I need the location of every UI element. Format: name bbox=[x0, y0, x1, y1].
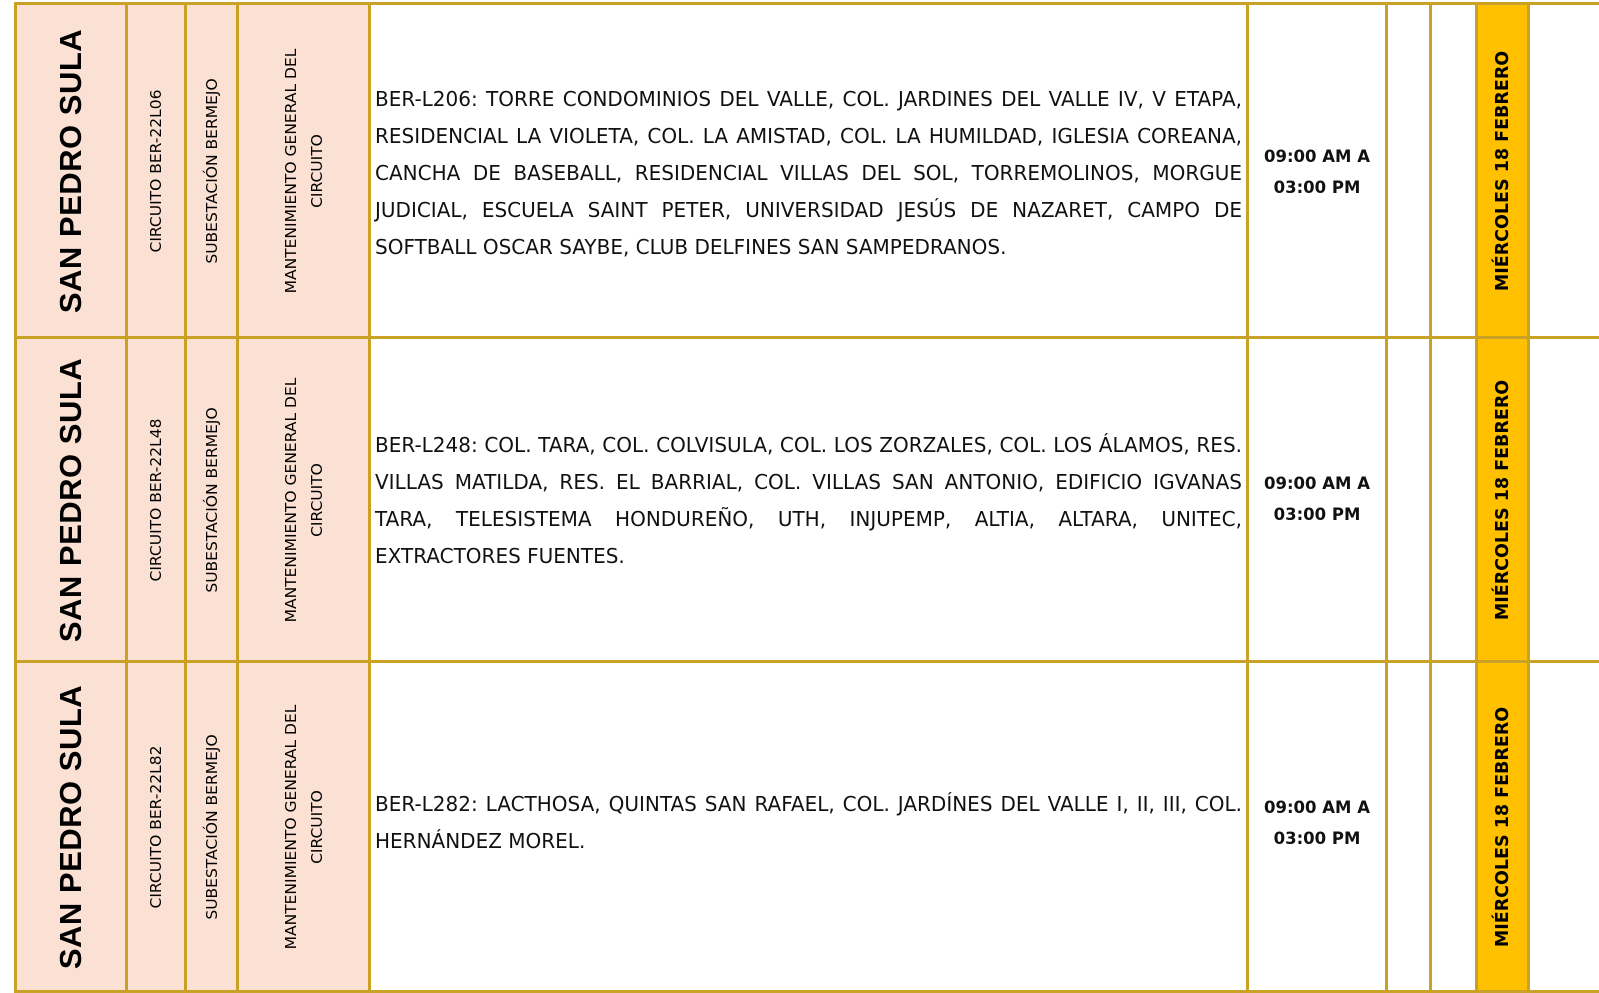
empty-cell bbox=[1387, 4, 1431, 338]
time-range bbox=[1249, 468, 1385, 530]
affected-areas-cell bbox=[370, 4, 1248, 338]
work-type-line2: CIRCUITO bbox=[304, 704, 330, 949]
city-label: SAN PEDRO SULA bbox=[53, 684, 89, 968]
time-start: 09:00 AM A bbox=[1249, 141, 1385, 172]
circuit-cell bbox=[127, 4, 186, 338]
date-label: MIÉRCOLES 18 FEBRERO bbox=[1493, 379, 1513, 619]
empty-cell bbox=[1431, 4, 1477, 338]
time-end: 03:00 PM bbox=[1249, 172, 1385, 203]
substation-label: SUBESTACIÓN BERMEJO bbox=[203, 407, 221, 592]
date-cell bbox=[1477, 662, 1529, 992]
time-end: 03:00 PM bbox=[1249, 823, 1385, 854]
affected-areas-text: BER-L282: LACTHOSA, QUINTAS SAN RAFAEL, COL. JARDÍNES DEL VALLE I, II, III, COL. HERNÁNDEZ MOREL. bbox=[375, 786, 1242, 860]
time-range bbox=[1249, 792, 1385, 854]
empty-cell bbox=[1431, 338, 1477, 662]
time-cell bbox=[1248, 662, 1387, 992]
substation-label: SUBESTACIÓN BERMEJO bbox=[203, 734, 221, 919]
affected-areas-text: BER-L206: TORRE CONDOMINIOS DEL VALLE, COL. JARDINES DEL VALLE IV, V ETAPA, RESIDENCIAL LA VIOLETA, COL. LA AMISTAD, COL. LA HUMILDAD, IGLESIA COREANA, CANCHA DE BASEBALL, RESIDENCIAL VILLAS DEL SOL, TORREMOLINOS, MORGUE JUDICIAL, ESCUELA SAINT PETER, UNIVERSIDAD JESÚS DE NAZARET, CAMPO DE SOFTBALL OSCAR SAYBE, CLUB DELFINES SAN SAMPEDRANOS. bbox=[375, 81, 1242, 266]
affected-areas-cell bbox=[370, 338, 1248, 662]
substation-cell bbox=[186, 662, 238, 992]
circuit-label: CIRCUITO BER-22L48 bbox=[147, 418, 165, 581]
outage-schedule-table bbox=[14, 2, 1599, 993]
date-label: MIÉRCOLES 18 FEBRERO bbox=[1493, 706, 1513, 946]
city-cell bbox=[16, 338, 127, 662]
substation-cell bbox=[186, 4, 238, 338]
date-cell bbox=[1477, 4, 1529, 338]
table-row bbox=[16, 4, 1599, 338]
empty-cell bbox=[1529, 662, 1599, 992]
empty-cell bbox=[1387, 662, 1431, 992]
work-type-label bbox=[278, 704, 330, 949]
city-cell bbox=[16, 662, 127, 992]
work-type-label bbox=[278, 377, 330, 622]
empty-cell bbox=[1387, 338, 1431, 662]
work-type-line2: CIRCUITO bbox=[304, 377, 330, 622]
work-type-line1: MANTENIMIENTO GENERAL DEL bbox=[278, 704, 304, 949]
date-label: MIÉRCOLES 18 FEBRERO bbox=[1493, 50, 1513, 290]
city-label: SAN PEDRO SULA bbox=[53, 28, 89, 312]
time-cell bbox=[1248, 4, 1387, 338]
empty-cell bbox=[1431, 662, 1477, 992]
time-start: 09:00 AM A bbox=[1249, 468, 1385, 499]
circuit-label: CIRCUITO BER-22L06 bbox=[147, 89, 165, 252]
table-row bbox=[16, 338, 1599, 662]
circuit-cell bbox=[127, 662, 186, 992]
empty-cell bbox=[1529, 4, 1599, 338]
time-end: 03:00 PM bbox=[1249, 499, 1385, 530]
table-row bbox=[16, 662, 1599, 992]
work-type-cell bbox=[238, 338, 370, 662]
time-range bbox=[1249, 141, 1385, 203]
work-type-label bbox=[278, 48, 330, 293]
substation-cell bbox=[186, 338, 238, 662]
work-type-line1: MANTENIMIENTO GENERAL DEL bbox=[278, 377, 304, 622]
time-start: 09:00 AM A bbox=[1249, 792, 1385, 823]
city-cell bbox=[16, 4, 127, 338]
affected-areas-text: BER-L248: COL. TARA, COL. COLVISULA, COL. LOS ZORZALES, COL. LOS ÁLAMOS, RES. VILLAS MATILDA, RES. EL BARRIAL, COL. VILLAS SAN ANTONIO, EDIFICIO IGVANAS TARA, TELESISTEMA HONDUREÑO, UTH, INJUPEMP, ALTIA, ALTARA, UNITEC, EXTRACTORES FUENTES. bbox=[375, 427, 1242, 575]
circuit-label: CIRCUITO BER-22L82 bbox=[147, 745, 165, 908]
work-type-cell bbox=[238, 4, 370, 338]
substation-label: SUBESTACIÓN BERMEJO bbox=[203, 78, 221, 263]
empty-cell bbox=[1529, 338, 1599, 662]
work-type-line1: MANTENIMIENTO GENERAL DEL bbox=[278, 48, 304, 293]
city-label: SAN PEDRO SULA bbox=[53, 357, 89, 641]
date-cell bbox=[1477, 338, 1529, 662]
work-type-cell bbox=[238, 662, 370, 992]
time-cell bbox=[1248, 338, 1387, 662]
circuit-cell bbox=[127, 338, 186, 662]
work-type-line2: CIRCUITO bbox=[304, 48, 330, 293]
affected-areas-cell bbox=[370, 662, 1248, 992]
